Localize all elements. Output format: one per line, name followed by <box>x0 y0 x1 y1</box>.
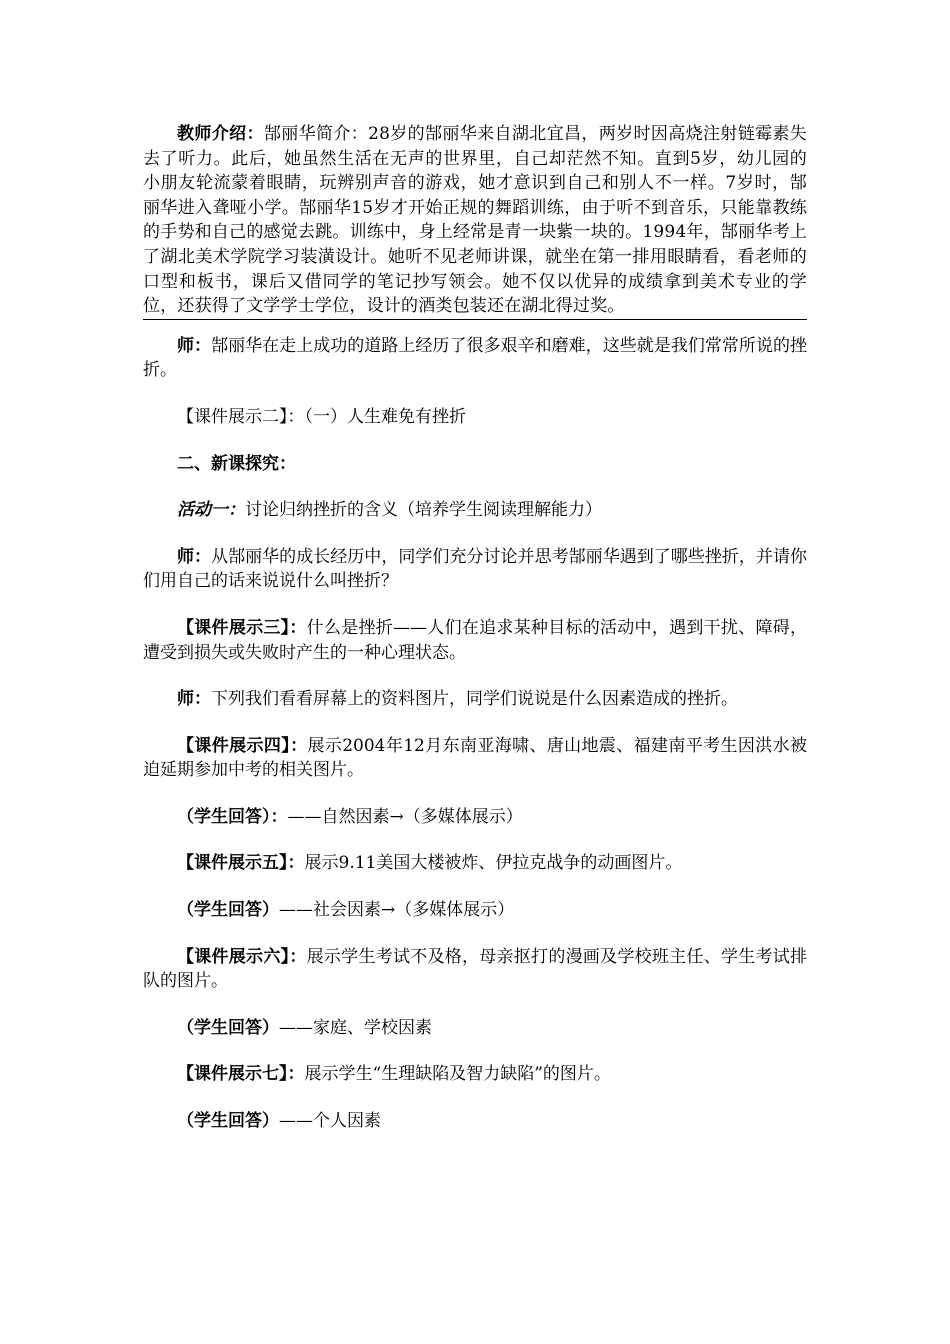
teacher-remark-text: 下列我们看看屏幕上的资料图片，同学们说说是什么因素造成的挫折。 <box>211 689 738 710</box>
courseware-display-5-text: 展示9.11美国大楼被炸、伊拉克战争的动画图片。 <box>304 853 683 874</box>
courseware-display-7 <box>143 1062 807 1087</box>
student-answer-4 <box>143 1109 807 1134</box>
courseware-display-3 <box>143 616 807 665</box>
student-answer-1 <box>143 805 807 830</box>
document-page <box>143 122 807 1134</box>
courseware-display-4-text: 展示2004年12月东南亚海啸、唐山地震、福建南平考生因洪水被迫延期参加中考的相关图片。 <box>143 735 807 781</box>
intro-label: 教师介绍： <box>177 124 264 144</box>
teacher-label: 师： <box>177 546 212 567</box>
courseware-display-2-text: 【课件展示二】：（一）人生难免有挫折 <box>177 406 466 427</box>
student-answer-text: ——个人因素 <box>279 1111 381 1132</box>
student-answer-text: ——自然因素→（多媒体展示） <box>287 806 523 827</box>
student-answer-text: ——家庭、学校因素 <box>279 1017 432 1038</box>
student-answer-text: ——社会因素→（多媒体展示） <box>279 900 515 921</box>
courseware-display-3-label: 【课件展示三】： <box>177 617 307 638</box>
courseware-display-3-text: 什么是挫折——人们在追求某种目标的活动中，遇到干扰、障碍，遭受到损失或失败时产生的一种心理状态。 <box>143 617 807 663</box>
courseware-display-6 <box>143 945 807 994</box>
teacher-label: 师： <box>177 335 212 356</box>
teacher-remark-text: 郜丽华在走上成功的道路上经历了很多艰辛和磨难，这些就是我们常常所说的挫折。 <box>143 335 808 381</box>
courseware-display-6-text: 展示学生考试不及格，母亲抠打的漫画及学校班主任、学生考试排队的图片。 <box>143 946 808 992</box>
courseware-display-4 <box>143 734 807 783</box>
courseware-display-5-label: 【课件展示五】： <box>177 853 305 874</box>
courseware-display-4-label: 【课件展示四】： <box>177 735 308 756</box>
activity-one-text: 讨论归纳挫折的含义（培养学生阅读理解能力） <box>245 500 602 521</box>
student-answer-label: （学生回答） <box>177 1017 279 1038</box>
student-answer-2 <box>143 898 807 923</box>
teacher-remark-1 <box>143 334 807 383</box>
courseware-display-5 <box>143 851 807 876</box>
teacher-label: 师： <box>177 689 211 710</box>
teacher-remark-2 <box>143 545 807 594</box>
horizontal-rule <box>143 319 807 320</box>
teacher-intro-paragraph <box>143 122 807 319</box>
student-answer-label: （学生回答） <box>177 1111 279 1132</box>
teacher-remark-3 <box>143 687 807 712</box>
courseware-display-7-label: 【课件展示七】： <box>177 1064 305 1085</box>
section-heading-new-lesson <box>143 452 807 477</box>
teacher-remark-text: 从郜丽华的成长经历中，同学们充分讨论并思考郜丽华遇到了哪些挫折，并请你们用自己的话来说说什么叫挫折？ <box>143 546 808 592</box>
courseware-display-7-text: 展示学生“生理缺陷及智力缺陷”的图片。 <box>304 1064 611 1085</box>
courseware-display-2 <box>143 405 807 430</box>
student-answer-label: （学生回答）： <box>177 806 288 827</box>
courseware-display-6-label: 【课件展示六】： <box>177 946 307 967</box>
intro-text: 郜丽华简介：28岁的郜丽华来自湖北宜昌，两岁时因高烧注射链霉素失去了听力。此后，她虽然生活在无声的世界里，自己却茫然不知。直到5岁，幼儿园的小朋友轮流蒙着眼睛，玩辨别声音的游戏，她才意识到自己和别人不一样。7岁时，郜丽华进入聋哑小学。郜丽华15岁才开始正规的舞蹈训练，由于听不到音乐，只能靠教练的手势和自己的感觉去跳。训练中，身上经常是青一块紫一块的。1994年，郜丽华考上了湖北美术学院学习装潢设计。她听不见老师讲课，就坐在第一排用眼睛看，看老师的口型和板书，课后又借同学的笔记抄写领会。她不仅以优异的成绩拿到美术专业的学位，还获得了文学学士学位，设计的酒类包装还在湖北得过奖。 <box>143 124 808 317</box>
activity-one-label: 活动一： <box>177 500 245 521</box>
section-heading-text: 二、新课探究： <box>177 453 296 474</box>
student-answer-label: （学生回答） <box>177 900 279 921</box>
student-answer-3 <box>143 1016 807 1041</box>
activity-one <box>143 498 807 523</box>
